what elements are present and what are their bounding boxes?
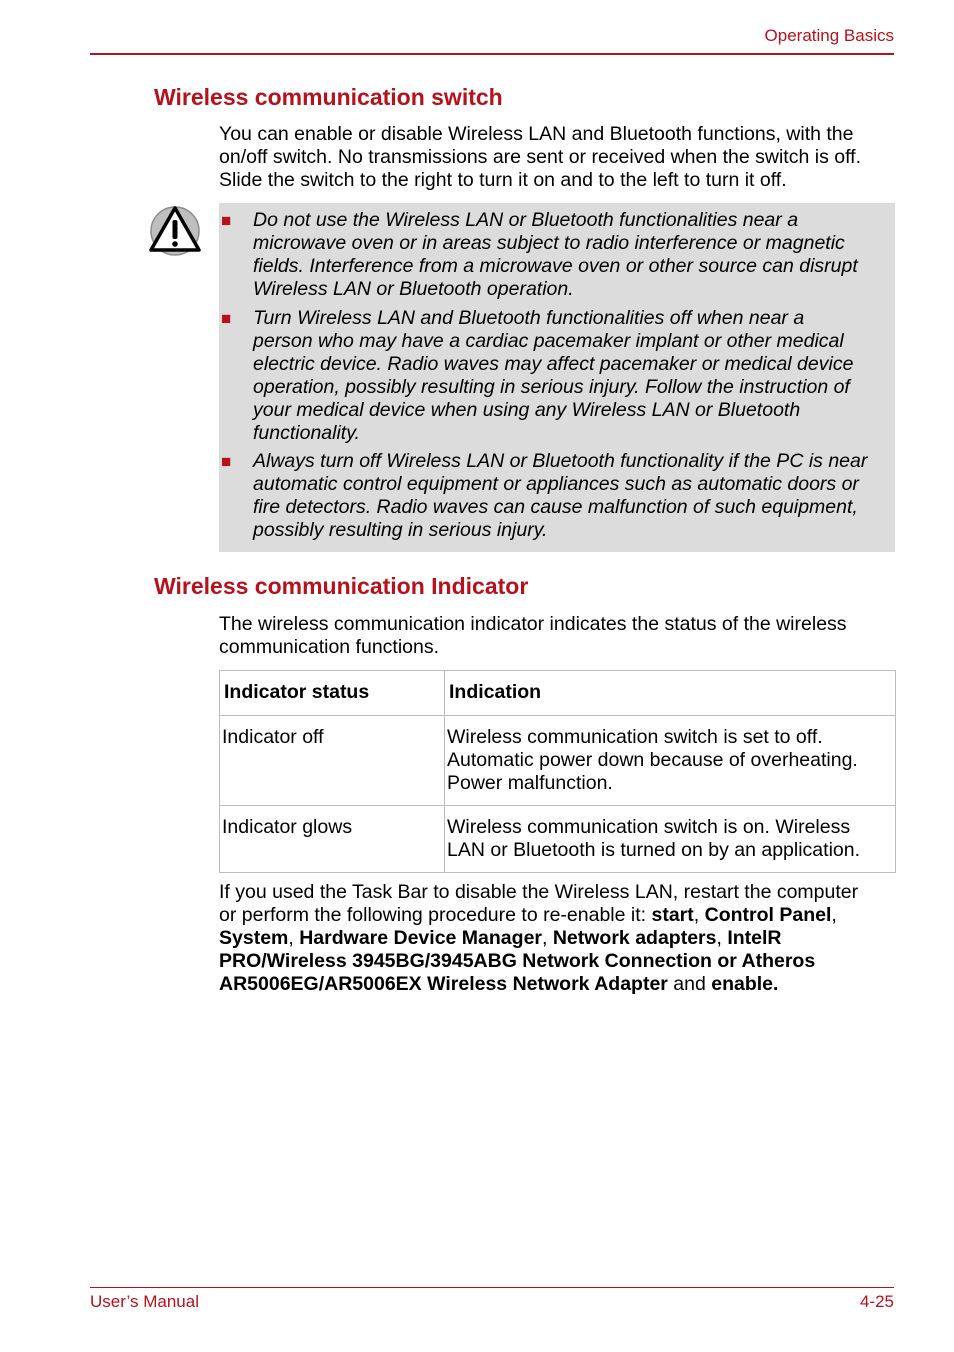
heading-wireless-indicator: Wireless communication Indicator: [154, 573, 529, 599]
column-header-indication: Indication: [445, 671, 896, 716]
closing-line: If you used the Task Bar to disable the Wireless LAN, restart the computer: [219, 881, 859, 903]
step-atheros-adapter: AR5006EG/AR5006EX Wireless Network Adapter: [219, 973, 668, 995]
status-cell: Indicator glows: [220, 806, 445, 873]
indication-line: Wireless communication switch is set to off.: [447, 726, 823, 748]
indicator-body: [219, 613, 899, 659]
footer-rule: [90, 1287, 894, 1288]
step-system: System: [219, 927, 289, 949]
warning-line: Do not use the Wireless LAN or Bluetooth functionalities near a: [253, 209, 799, 231]
warning-line: Always turn off Wireless LAN or Bluetooth functionality if the PC is near: [253, 450, 868, 472]
warning-line: microwave oven or in areas subject to radio interference or magnetic: [253, 232, 845, 254]
step-enable: enable.: [711, 973, 779, 995]
indication-cell: [445, 806, 896, 873]
switch-body-line: on/off switch. No transmissions are sent or received when the switch is off.: [219, 146, 861, 168]
page-number: 4-25: [859, 1292, 894, 1311]
indication-line: Power malfunction.: [447, 772, 613, 794]
bullet-square-icon: ■: [221, 452, 232, 471]
indicator-table: [219, 670, 896, 873]
closing-line: PRO/Wireless 3945BG/3945ABG Network Connection or Atheros: [219, 950, 816, 972]
indication-line: Automatic power down because of overheating.: [447, 749, 858, 771]
running-header: Operating Basics: [764, 26, 894, 45]
bullet-square-icon: ■: [221, 211, 232, 230]
table-header-row: [220, 671, 896, 716]
warning-line: electric device. Radio waves may affect pacemaker or medical device: [253, 353, 854, 375]
step-start: start: [651, 904, 694, 926]
closing-paragraph: [219, 881, 899, 996]
warning-line: functionality.: [253, 422, 360, 444]
warning-line: fire detectors. Radio waves can cause malfunction of such equipment,: [253, 496, 858, 518]
header-rule: [90, 53, 894, 55]
closing-line: System, Hardware Device Manager, Network adapters, IntelR: [219, 927, 782, 949]
table-row: [220, 806, 896, 873]
bullet-square-icon: ■: [221, 309, 232, 328]
column-header-status: Indicator status: [220, 671, 445, 716]
warning-line: Wireless LAN or Bluetooth operation.: [253, 278, 574, 300]
warning-line: person who may have a cardiac pacemaker implant or other medical: [253, 330, 844, 352]
closing-line: AR5006EG/AR5006EX Wireless Network Adapter and enable.: [219, 973, 779, 995]
warning-triangle-icon: [148, 204, 202, 256]
indicator-body-line: communication functions.: [219, 636, 440, 658]
warning-line: your medical device when using any Wireless LAN or Bluetooth: [253, 399, 801, 421]
indication-cell: [445, 716, 896, 806]
step-control-panel: Control Panel: [704, 904, 832, 926]
warning-line: possibly resulting in serious injury.: [253, 519, 548, 541]
closing-line: or perform the following procedure to re-enable it: start, Control Panel,: [219, 904, 837, 926]
footer-manual-title: User’s Manual: [90, 1292, 199, 1311]
status-cell: Indicator off: [220, 716, 445, 806]
indicator-body-line: The wireless communication indicator indicates the status of the wireless: [219, 613, 847, 635]
heading-wireless-switch: Wireless communication switch: [154, 84, 503, 110]
switch-body-line: You can enable or disable Wireless LAN and Bluetooth functions, with the: [219, 123, 854, 145]
warning-line: Turn Wireless LAN and Bluetooth functionalities off when near a: [253, 307, 805, 329]
warning-line: automatic control equipment or appliances such as automatic doors or: [253, 473, 859, 495]
indication-line: Wireless communication switch is on. Wireless: [447, 816, 851, 838]
indication-line: LAN or Bluetooth is turned on by an application.: [447, 839, 861, 861]
switch-body-line: Slide the switch to the right to turn it on and to the left to turn it off.: [219, 169, 787, 191]
step-hardware-device-manager: Hardware Device Manager: [299, 927, 542, 949]
switch-body: [219, 123, 899, 192]
warning-line: fields. Interference from a microwave oven or other source can disrupt: [253, 255, 858, 277]
step-intel-adapter: IntelR: [727, 927, 782, 949]
table-row: [220, 716, 896, 806]
step-network-adapters: Network adapters: [552, 927, 717, 949]
warning-line: operation, possibly resulting in serious injury. Follow the instruction of: [253, 376, 850, 398]
